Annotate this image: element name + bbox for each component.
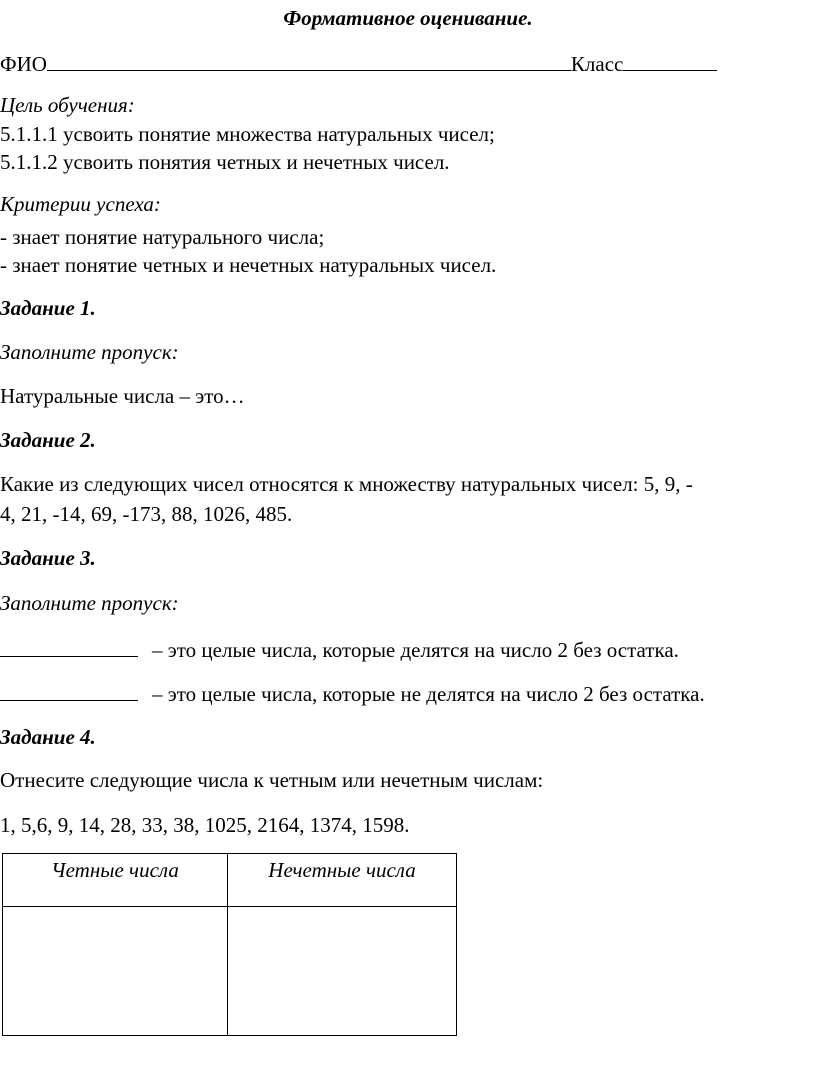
task1-heading: Задание 1. xyxy=(0,296,96,320)
class-label: Класс xyxy=(570,52,624,76)
even-numbers-cell[interactable] xyxy=(3,907,228,1036)
odd-numbers-cell[interactable] xyxy=(228,907,457,1036)
task2-question-cont: 4, 21, -14, 69, -173, 88, 1026, 485. xyxy=(0,502,293,526)
task3-item xyxy=(0,638,679,661)
task3-instruction: Заполните пропуск: xyxy=(0,591,179,615)
fill-blank-line xyxy=(0,682,138,701)
task1-text: Натуральные числа – это… xyxy=(0,384,245,408)
task4-instruction: Отнесите следующие числа к четным или нечетным числам: xyxy=(0,768,544,792)
objective-item: 5.1.1.1 усвоить понятие множества натуральных чисел; xyxy=(0,122,495,146)
task4-numbers: 1, 5,6, 9, 14, 28, 33, 38, 1025, 2164, 1374, 1598. xyxy=(0,813,410,837)
task1-instruction: Заполните пропуск: xyxy=(0,340,179,364)
task2-question: Какие из следующих чисел относятся к множеству натуральных чисел: 5, 9, - xyxy=(0,472,693,496)
even-odd-table xyxy=(2,853,457,1036)
fio-label: ФИО xyxy=(0,52,47,76)
task2-heading: Задание 2. xyxy=(0,428,96,452)
fill-blank-line xyxy=(0,638,138,657)
criteria-item: - знает понятие четных и нечетных натуральных чисел. xyxy=(0,253,497,277)
task3-item xyxy=(0,682,705,705)
task4-heading: Задание 4. xyxy=(0,725,96,749)
task3-heading: Задание 3. xyxy=(0,546,96,570)
name-class-row xyxy=(0,52,717,75)
even-numbers-header: Четные числа xyxy=(3,854,228,907)
objective-heading: Цель обучения: xyxy=(0,93,135,117)
criteria-item: - знает понятие натурального числа; xyxy=(0,225,325,249)
criteria-heading: Критерии успеха: xyxy=(0,192,161,216)
class-blank-line xyxy=(623,52,717,71)
task3-item-text: – это целые числа, которые не делятся на число 2 без остатка. xyxy=(152,682,705,706)
odd-numbers-header: Нечетные числа xyxy=(228,854,457,907)
objective-item: 5.1.1.2 усвоить понятия четных и нечетных чисел. xyxy=(0,150,450,174)
table-row xyxy=(3,907,457,1036)
table-header-row xyxy=(3,854,457,907)
fio-blank-line xyxy=(47,52,571,71)
page-title: Формативное оценивание. xyxy=(283,6,533,30)
task3-item-text: – это целые числа, которые делятся на число 2 без остатка. xyxy=(152,638,679,662)
